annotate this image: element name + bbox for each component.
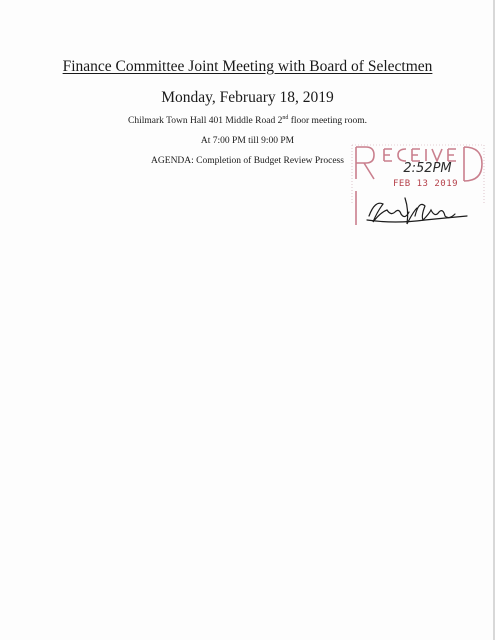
signature-icon — [365, 190, 470, 230]
meeting-date: Monday, February 18, 2019 — [161, 89, 334, 106]
meeting-location — [0, 116, 495, 126]
stamp-time: 2:52PM — [403, 161, 452, 176]
location-prefix: Chilmark Town Hall 401 Middle Road 2 — [128, 116, 283, 126]
document-title: Finance Committee Joint Meeting with Board of Selectmen — [62, 58, 433, 75]
stamp-date: FEB 13 2019 — [392, 179, 459, 189]
meeting-time: At 7:00 PM till 9:00 PM — [200, 136, 295, 146]
location-suffix: floor meeting room. — [288, 116, 367, 126]
meeting-agenda: AGENDA: Completion of Budget Review Process — [151, 156, 344, 166]
location-superscript: nd — [282, 114, 289, 121]
